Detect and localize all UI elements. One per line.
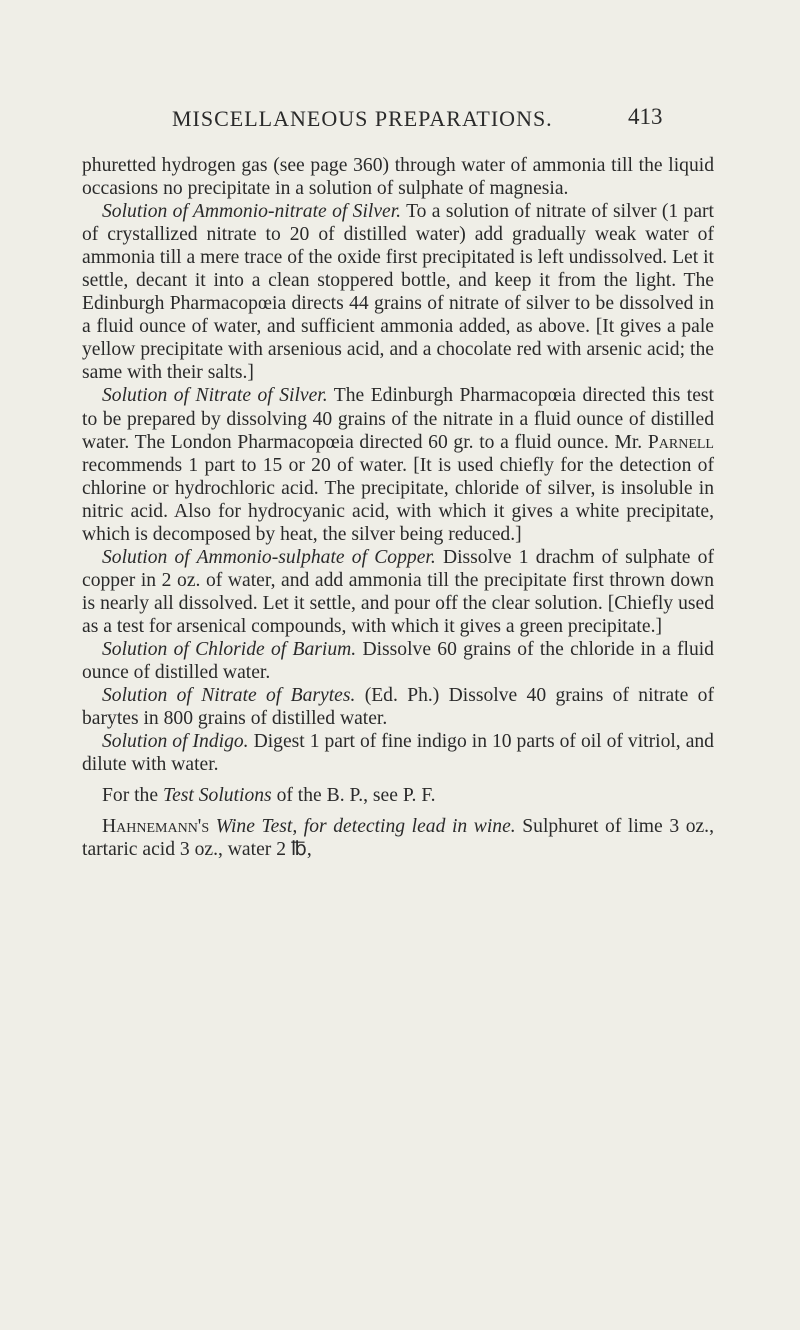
entry-chloride-of-barium (82, 638, 714, 684)
entry-text: Digest 1 part of fine indigo in 10 parts of oil of vitriol, and dilute with water. (82, 731, 714, 776)
entry-prefix: For the (102, 785, 159, 807)
entry-title: Solution of Nitrate of Barytes. (102, 685, 356, 707)
entry-text-continued: recommends 1 part to 15 or 20 of water. [It is used chiefly for the detection of chlorine or hydrochloric acid. The precipitate, chloride of silver, is insoluble in nitric acid. Also for hydrocyanic acid, with which it gives a white precipitate, which is decomposed by heat, the silver being reduced.] (82, 454, 714, 545)
entry-title: Wine Test, for detecting lead in wine. (215, 816, 516, 838)
entry-title: Solution of Chloride of Barium. (102, 638, 357, 660)
author-name: Hahnemann's (102, 816, 210, 838)
author-name: Parnell (647, 431, 714, 453)
running-header: MISCELLANEOUS PREPARATIONS. (172, 106, 553, 131)
entry-text: The Edinburgh Pharmacopœia directed this test to be prepared by dissolving 40 grains of the nitrate in a fluid ounce of distilled water. The London Pharmacopœia directed 60 gr. to a fluid ounce. Mr. (82, 385, 715, 453)
entry-text: Dissolve 1 drachm of sulphate of copper in 2 oz. of water, and add ammonia till the precipitate first thrown down is nearly all dissolved. Let it settle, and pour off the clear solution. [Chiefly used as a test for arsenical compounds, with which it gives a green precipitate.] (82, 546, 714, 637)
entry-indigo (82, 730, 714, 776)
paragraph-continuation (82, 154, 714, 200)
entry-text: To a solution of nitrate of silver (1 part of crystallized nitrate to 20 of distilled water) add gradually weak water of ammonia till a mere trace of the oxide first precipitated is left undissolved. Let it settle, decant it into a clean stoppered bottle, and keep it from the light. The Edinburgh Pharmacopœia directs 44 grains of nitrate of silver to be dissolved in a fluid ounce of water, and sufficient ammonia added, as above. [It gives a pale yellow precipitate with arsenious acid, and a chocolate red with arsenic acid; the same with their salts.] (82, 201, 714, 384)
paragraph-text: phuretted hydrogen gas (see page 360) through water of ammonia till the liquid occasions no precipitate in a solution of sulphate of magnesia. (82, 155, 714, 200)
entry-text: (Ed. Ph.) Dissolve 40 grains of nitrate of barytes in 800 grains of distilled water. (82, 685, 714, 730)
entry-text: Dissolve 60 grains of the chloride in a fluid ounce of distilled water. (82, 638, 714, 684)
body-text (82, 154, 714, 861)
entry-ammonio-nitrate-of-silver (82, 200, 714, 384)
entry-text: of the B. P., see P. F. (276, 785, 436, 807)
page-number: 413 (628, 104, 663, 129)
entry-title: Solution of Indigo. (102, 731, 249, 753)
entry-nitrate-of-silver (82, 384, 714, 545)
entry-title: Solution of Ammonio-sulphate of Copper. (102, 546, 436, 568)
entry-wine-test (82, 815, 714, 861)
entry-title: Solution of Nitrate of Silver. (102, 385, 328, 407)
entry-title: Solution of Ammonio-nitrate of Silver. (102, 201, 402, 223)
entry-title: Test Solutions (162, 785, 272, 807)
entry-ammonio-sulphate-of-copper (82, 546, 714, 638)
entry-text: Sulphuret of lime 3 oz., tartaric acid 3 oz., water 2 ℔, (82, 816, 714, 861)
entry-nitrate-of-barytes (82, 684, 714, 730)
entry-test-solutions (82, 784, 714, 807)
